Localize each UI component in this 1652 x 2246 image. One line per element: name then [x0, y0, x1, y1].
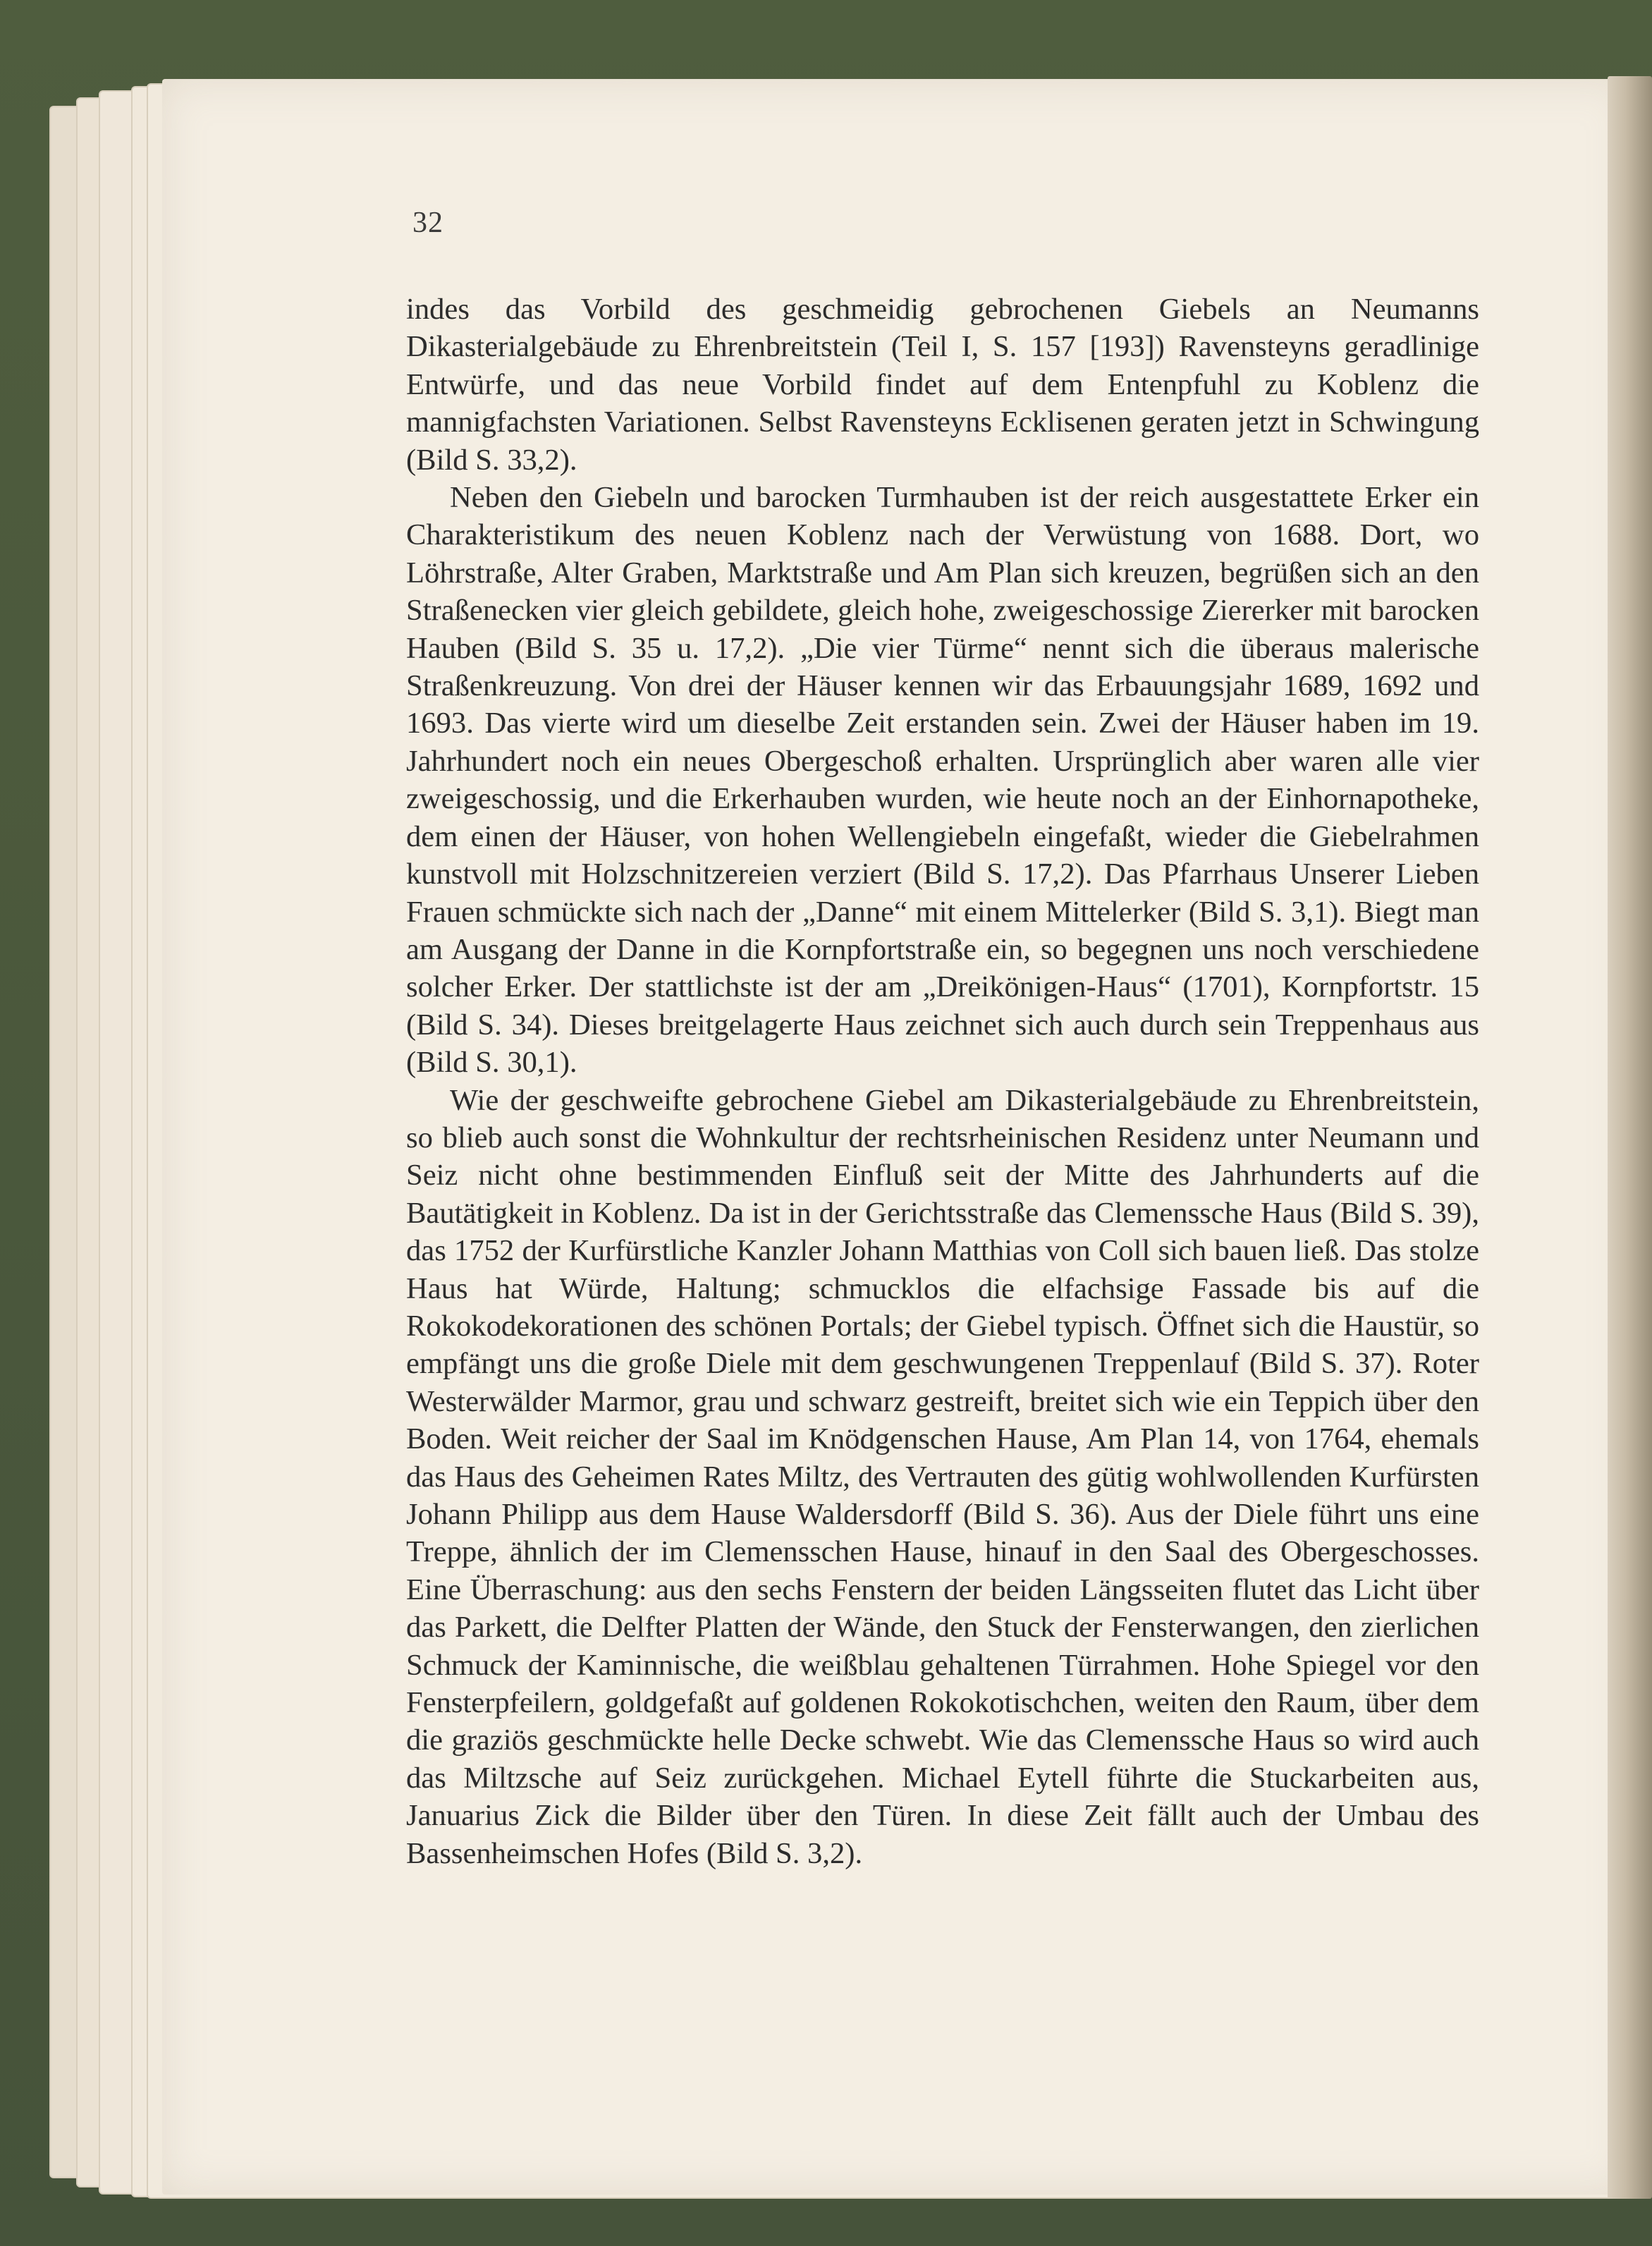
book-binding [1608, 76, 1652, 2199]
paragraph-1: indes das Vorbild des geschmeidig gebrochenen Giebels an Neumanns Dikasterialgebäude zu Ehrenbreitstein (Teil I, S. 157 [193]) Ravensteyns geradlinige Entwürfe, und das neue Vorbild findet auf dem Entenpfuhl zu Koblenz die mannigfachsten Variationen. Selbst Ravensteyns Ecklisenen geraten jetzt in Schwingung (Bild S. 33,2). [406, 293, 1479, 477]
page-number: 32 [412, 207, 443, 239]
paragraph-2: Neben den Giebeln und barocken Turmhauben ist der reich ausgestattete Erker ein Charakteristikum des neuen Koblenz nach der Verwüstung von 1688. Dort, wo Löhrstraße, Alter Graben, Marktstraße und Am Plan sich kreuzen, begrüßen sich an den Straßenecken vier gleich gebildete, gleich hohe, zweigeschossige Ziererker mit barocken Hauben (Bild S. 35 u. 17,2). „Die vier Türme“ nennt sich die überaus malerische Straßenkreuzung. Von drei der Häuser kennen wir das Erbauungsjahr 1689, 1692 und 1693. Das vierte wird um dieselbe Zeit erstanden sein. Zwei der Häuser haben im 19. Jahrhundert noch ein neues Obergeschoß erhalten. Ursprünglich aber waren alle vier zweigeschossig, und die Erkerhauben wurden, wie heute noch an der Einhornapotheke, dem einen der Häuser, von hohen Wellengiebeln eingefaßt, wieder die Giebelrahmen kunstvoll mit Holzschnitzereien verziert (Bild S. 17,2). Das Pfarrhaus Unserer Lieben Frauen schmückte sich nach der „Danne“ mit einem Mittelerker (Bild S. 3,1). Biegt man am Ausgang der Danne in die Kornpfortstraße ein, so begegnen uns noch verschiedene solcher Erker. Der stattlichste ist der am „Dreikönigen-Haus“ (1701), Kornpfortstr. 15 (Bild S. 34). Dieses breitgelagerte Haus zeichnet sich auch durch sein Treppenhaus aus (Bild S. 30,1). [406, 481, 1479, 1080]
paragraph-3: Wie der geschweifte gebrochene Giebel am Dikasterialgebäude zu Ehrenbreitstein, so blieb auch sonst die Wohnkultur der rechtsrheinischen Residenz unter Neumann und Seiz nicht ohne bestimmenden Einfluß seit der Mitte des Jahrhunderts auf die Bautätigkeit in Koblenz. Da ist in der Gerichtsstraße das Clemenssche Haus (Bild S. 39), das 1752 der Kurfürstliche Kanzler Johann Matthias von Coll sich bauen ließ. Das stolze Haus hat Würde, Haltung; schmucklos die elfachsige Fassade bis auf die Rokokodekorationen des schönen Portals; der Giebel typisch. Öffnet sich die Haustür, so empfängt uns die große Diele mit dem geschwungenen Treppenlauf (Bild S. 37). Roter Westerwälder Marmor, grau und schwarz gestreift, breitet sich wie ein Teppich über den Boden. Weit reicher der Saal im Knödgenschen Hause, Am Plan 14, von 1764, ehemals das Haus des Geheimen Rates Miltz, des Vertrauten des gütig wohlwollenden Kurfürsten Johann Philipp aus dem Hause Waldersdorff (Bild S. 36). Aus der Diele führt uns eine Treppe, ähnlich der im Clemensschen Hause, hinauf in den Saal des Obergeschosses. Eine Überraschung: aus den sechs Fenstern der beiden Längsseiten flutet das Licht über das Parkett, die Delfter Platten der Wände, den Stuck der Fensterwangen, den zierlichen Schmuck der Kaminnische, die weißblau gehaltenen Türrahmen. Hohe Spiegel vor den Fensterpfeilern, goldgefaßt auf goldenen Rokokotischchen, weiten den Raum, über dem die graziös geschmückte helle Decke schwebt. Wie das Clemenssche Haus so wird auch das Miltzsche auf Seiz zurückgehen. Michael Eytell führte die Stuckarbeiten aus, Januarius Zick die Bilder über den Türen. In diese Zeit fällt auch der Umbau des Bassenheimschen Hofes (Bild S. 3,2). [406, 1083, 1479, 1870]
body-text [406, 291, 1479, 1872]
